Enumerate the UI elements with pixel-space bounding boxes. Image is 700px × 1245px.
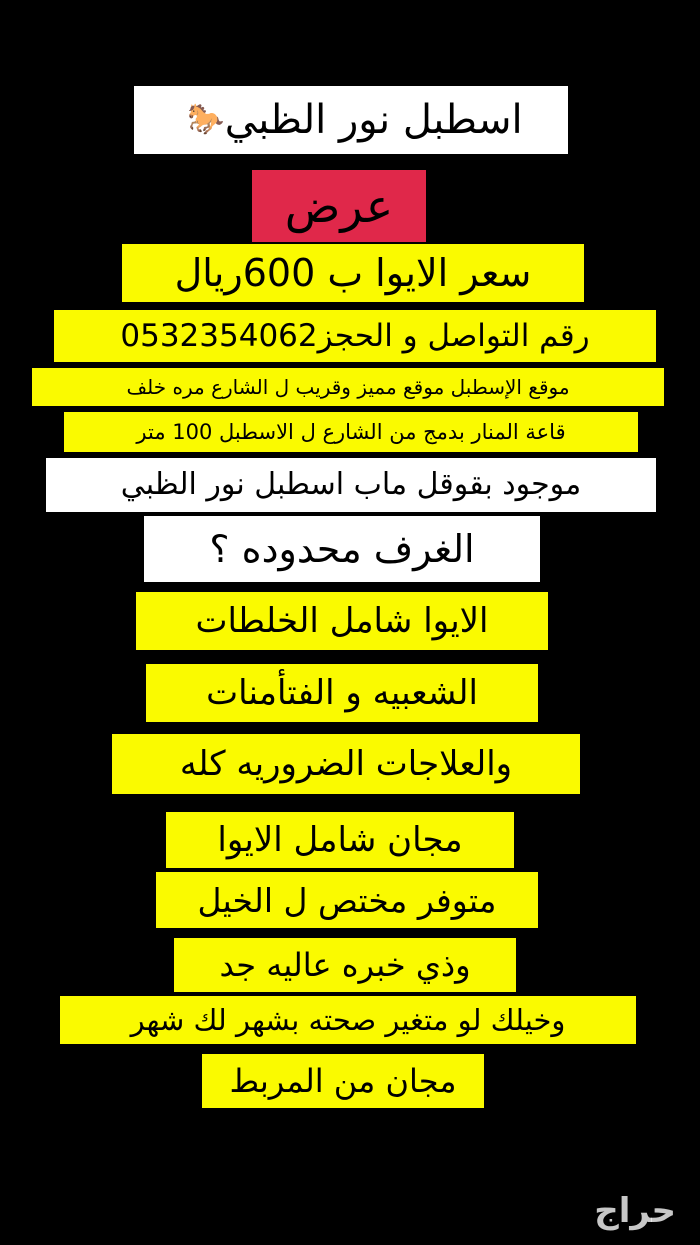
- offer-banner: [252, 170, 426, 242]
- google-maps-line: موجود بقوقل ماب اسطبل نور الظبي: [46, 458, 656, 512]
- specialist-line: متوفر مختص ل الخيل: [156, 872, 538, 928]
- haraj-watermark: حراج: [594, 1191, 676, 1231]
- title-text: اسطبل نور الظبي: [224, 97, 523, 143]
- includes-line-2: الشعبيه و الفتأمنات: [146, 664, 538, 722]
- location-line-2: قاعة المنار بدمج من الشارع ل الاسطبل 100 متر: [64, 412, 638, 452]
- health-line: وخيلك لو متغير صحته بشهر لك شهر: [60, 996, 636, 1044]
- horse-icon: 🐎: [187, 102, 225, 137]
- stable-free-line: مجان من المربط: [202, 1054, 484, 1108]
- offer-text: عرض: [284, 179, 394, 233]
- price-line: سعر الايوا ب 600ريال: [122, 244, 584, 302]
- includes-line-1: الايوا شامل الخلطات: [136, 592, 548, 650]
- free-line: مجان شامل الايوا: [166, 812, 514, 868]
- contact-line: رقم التواصل و الحجز0532354062: [54, 310, 656, 362]
- location-line-1: موقع الإسطبل موقع مميز وقريب ل الشارع مره خلف: [32, 368, 664, 406]
- includes-line-3: والعلاجات الضروريه كله: [112, 734, 580, 794]
- rooms-limited-line: الغرف محدوده ؟: [144, 516, 540, 582]
- experience-line: وذي خبره عاليه جد: [174, 938, 516, 992]
- title-banner: [134, 86, 568, 154]
